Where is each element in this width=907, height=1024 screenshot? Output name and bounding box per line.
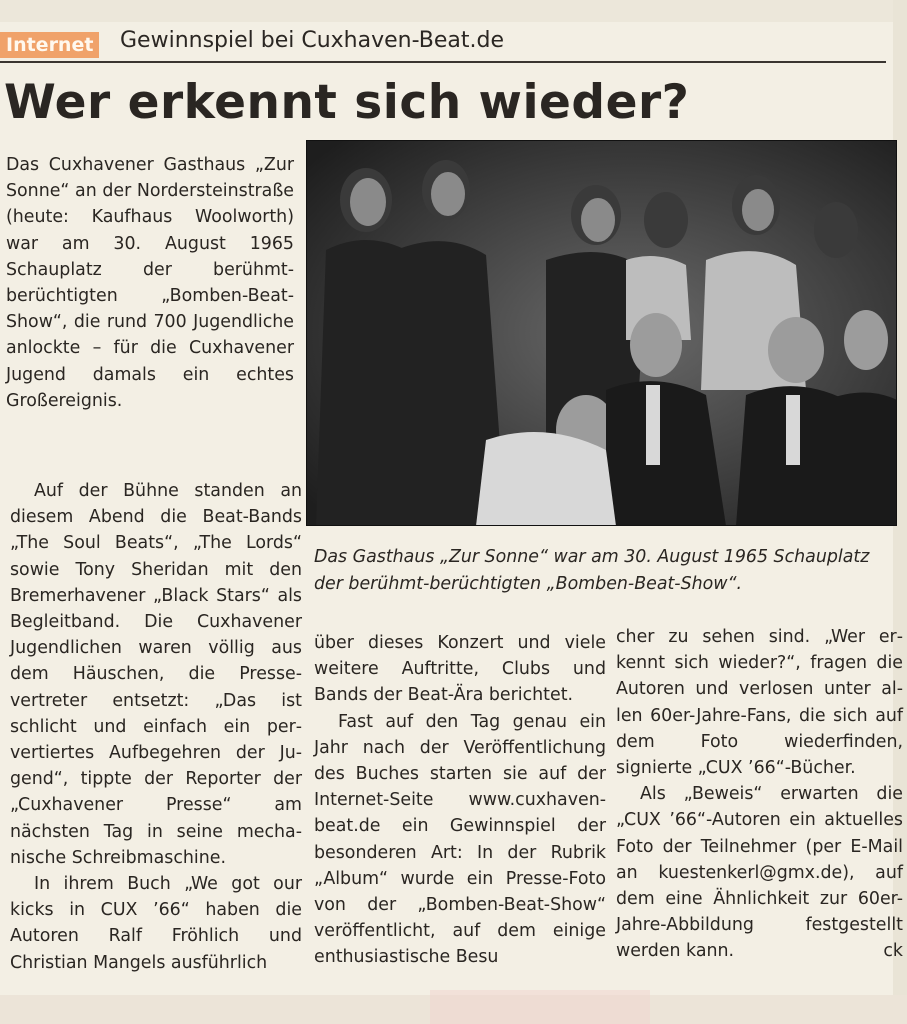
- intro-paragraph: Das Cuxhavener Gasthaus „Zur Sonne“ an der Nordersteinstraße (heute: Kaufhaus Woolworth) war am 30. August 1965 Schauplatz der berühmt-berüchtigten „Bomben-Beat-Show“, die rund 700 Jugendliche anlockte – für die Cuxhavener Jugend damals ein echtes Großereignis.: [6, 155, 294, 411]
- paragraph-2: Auf der Bühne standen an diesem Abend die Beat-Bands „The Soul Beats“, „The Lords“ sowie Tony Sheridan mit den Bremerhavener „Black Stars“ als Begleitband. Die Cuxhavener Jugendlichen waren völlig aus dem Häuschen, die Pressevertreter entsetzt: „Das ist schlicht und einfach ein pervertiertes Aufbegehren der Jugend“, tippte der Reporter der „Cuxhavener Presse“ am nächsten Tag in seine mechanische Schreibmaschine.: [10, 481, 302, 868]
- paragraph-4: Fast auf den Tag genau ein Jahr nach der Veröffentlichung des Buches starten sie auf der Internet-Seite www.cuxhaven-beat.de ein Gewinnspiel der besonderen Art: In der Rubrik „Album“ wurde ein Presse-Foto von der „Bomben-Beat-Show“ veröffentlicht, auf dem einige enthusiastische Besu: [314, 711, 606, 968]
- paragraph-5-text: Als „Beweis“ erwarten die „CUX ’66“-Autoren ein aktuelles Foto der Teilnehmer (per E-Mail an kuestenkerl@gmx.de), auf dem eine Ähnlichkeit zur 60er-Jahre-Abbildung festgestellt werden kann.: [616, 784, 903, 962]
- author-mark: ck: [883, 941, 903, 962]
- rubric-label: Internet: [0, 32, 99, 58]
- headline: Wer erkennt sich wieder?: [4, 75, 690, 130]
- press-photo: [306, 140, 897, 526]
- paragraph-3: In ihrem Buch „We got our kicks in CUX ’66“ haben die Autoren Ralf Fröhlich und Christian Mangels ausführlich: [10, 874, 302, 973]
- rubric-title: Gewinnspiel bei Cuxhaven-Beat.de: [120, 28, 504, 53]
- column-1: [10, 478, 302, 976]
- paragraph-5: [616, 781, 903, 964]
- intro-column: [6, 152, 294, 414]
- column-2: [314, 630, 606, 971]
- paragraph-4-continued: cher zu sehen sind. „Wer erkennt sich wieder?“, fragen die Autoren und verlosen unter allen 60er-Jahre-Fans, die sich auf dem Foto wiederfinden, signierte „CUX ’66“-Bücher.: [616, 627, 903, 779]
- header-rule: [0, 61, 886, 63]
- paper-top-edge: [0, 0, 907, 22]
- bleed-through-area: [430, 990, 650, 1024]
- paragraph-3-continued: über dieses Konzert und viele weitere Auftritte, Clubs und Bands der Beat-Ära berichtet.: [314, 633, 606, 706]
- article-header: [0, 26, 893, 60]
- column-3: [616, 624, 903, 965]
- photo-illustration: [306, 140, 897, 526]
- photo-caption: Das Gasthaus „Zur Sonne“ war am 30. August 1965 Schauplatz der berühmt-berüchtigten „Bomben-Beat-Show“.: [314, 547, 870, 594]
